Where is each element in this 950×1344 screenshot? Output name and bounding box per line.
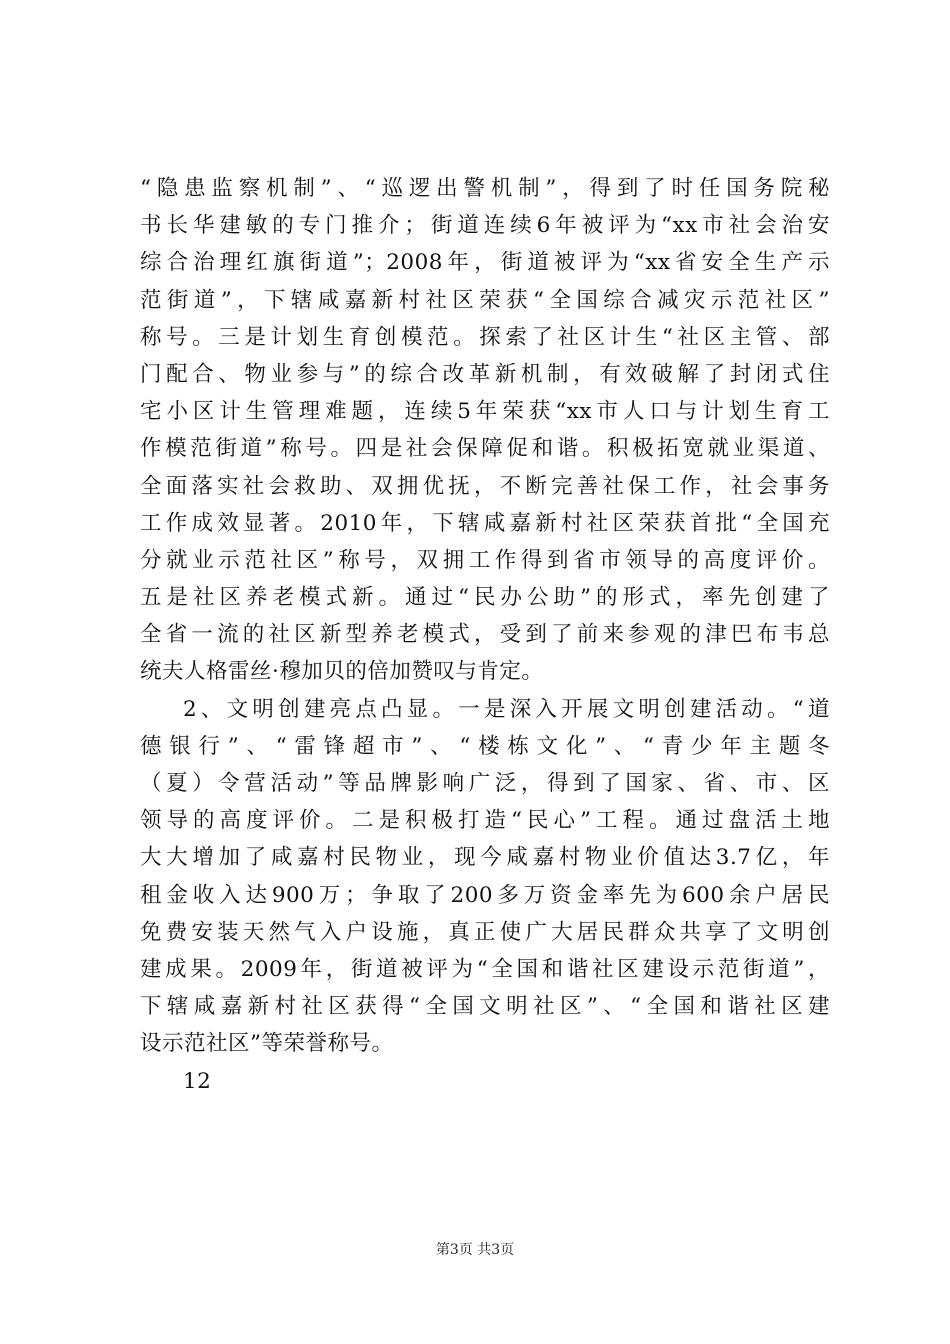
text-line: 范街道”，下辖咸嘉新村社区荣获“全国综合减灾示范社区”: [140, 287, 830, 313]
text-line: 全面落实社会救助、双拥优抚，不断完善社保工作，社会事务: [140, 473, 830, 499]
text-line: 五是社区养老模式新。通过“民办公助”的形式，率先创建了: [140, 585, 830, 611]
text-line: 全省一流的社区新型养老模式，受到了前来参观的津巴布韦总: [140, 622, 830, 648]
text-line: 大大增加了咸嘉村民物业，现今咸嘉村物业价值达3.7亿，年: [140, 845, 830, 871]
text-line: 统夫人格雷丝·穆加贝的倍加赞叹与肯定。: [140, 659, 544, 685]
text-line: 设示范社区”等荣誉称号。: [140, 1031, 394, 1057]
text-line: 宅小区计生管理难题，连续5年荣获“xx市人口与计划生育工: [140, 399, 830, 425]
text-line: “隐患监察机制”、“巡逻出警机制”，得到了时任国务院秘: [140, 176, 830, 201]
text-line: 租金收入达900万；争取了200多万资金率先为600余户居民: [140, 882, 830, 908]
text-line: 书长华建敏的专门推介；街道连续6年被评为“xx市社会治安: [140, 213, 830, 239]
text-line: 综合治理红旗街道”；2008年，街道被评为“xx省安全生产示: [140, 250, 830, 276]
text-line: 门配合、物业参与”的综合改革新机制，有效破解了封闭式住: [140, 361, 830, 387]
text-line: 领导的高度评价。二是积极打造“民心”工程。通过盘活土地: [140, 808, 830, 834]
text-line: 工作成效显著。2010年，下辖咸嘉新村社区荣获首批“全国充: [140, 510, 830, 536]
text-line: 2、文明创建亮点凸显。一是深入开展文明创建活动。“道: [183, 696, 830, 722]
paragraph-1: [140, 170, 830, 691]
body-text: [140, 170, 830, 1100]
text-line: （夏）令营活动”等品牌影响广泛，得到了国家、省、市、区: [140, 771, 830, 796]
text-line: 建成果。2009年，街道被评为“全国和谐社区建设示范街道”，: [140, 956, 830, 982]
text-line: 免费安装天然气入户设施，真正使广大居民群众共享了文明创: [140, 919, 830, 945]
page-number-footer: 第3页 共3页: [435, 1242, 515, 1258]
text-line: 德银行”、“雷锋超市”、“楼栋文化”、“青少年主题冬: [140, 733, 830, 759]
text-line: 分就业示范社区”称号，双拥工作得到省市领导的高度评价。: [140, 547, 830, 573]
text-line: 12: [183, 1068, 212, 1094]
paragraph-2: [140, 691, 830, 1063]
text-line: 下辖咸嘉新村社区获得“全国文明社区”、“全国和谐社区建: [140, 994, 830, 1020]
text-line: 称号。三是计划生育创模范。探索了社区计生“社区主管、部: [140, 324, 830, 350]
paragraph-3: [140, 1063, 830, 1100]
text-line: 作模范街道”称号。四是社会保障促和谐。积极拓宽就业渠道、: [140, 436, 830, 462]
